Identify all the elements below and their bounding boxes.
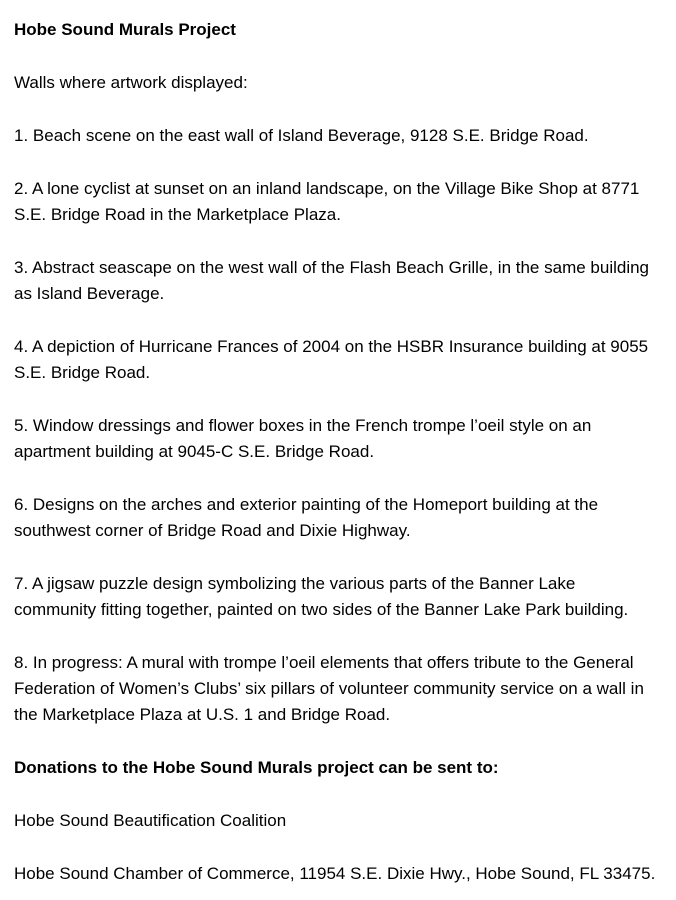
text-line: southwest corner of Bridge Road and Dixie Highway.: [14, 521, 411, 540]
recipient-chamber: [14, 861, 669, 887]
text-line: Donations to the Hobe Sound Murals project can be sent to:: [14, 758, 499, 777]
text-line: 1. Beach scene on the east wall of Island Beverage, 9128 S.E. Bridge Road.: [14, 126, 589, 145]
mural-item-3: [14, 255, 669, 307]
text-line: 5. Window dressings and flower boxes in the French trompe l’oeil style on an: [14, 416, 592, 435]
mural-item-2: [14, 176, 669, 228]
document-title: [14, 17, 669, 43]
mural-item-5: [14, 413, 669, 465]
donations-heading: [14, 755, 669, 781]
text-line: apartment building at 9045-C S.E. Bridge Road.: [14, 442, 375, 461]
text-line: S.E. Bridge Road in the Marketplace Plaza.: [14, 205, 341, 224]
text-line: Walls where artwork displayed:: [14, 73, 248, 92]
text-line: 3. Abstract seascape on the west wall of the Flash Beach Grille, in the same building: [14, 258, 650, 277]
intro-text: [14, 70, 669, 96]
mural-item-6: [14, 492, 669, 544]
text-line: Hobe Sound Beautification Coalition: [14, 811, 287, 830]
mural-item-4: [14, 334, 669, 386]
mural-item-7: [14, 571, 669, 623]
text-line: as Island Beverage.: [14, 284, 165, 303]
text-line: 7. A jigsaw puzzle design symbolizing the various parts of the Banner Lake: [14, 574, 576, 593]
text-line: S.E. Bridge Road.: [14, 363, 151, 382]
mural-item-1: [14, 123, 669, 149]
text-line: 8. In progress: A mural with trompe l’oeil elements that offers tribute to the General: [14, 653, 634, 672]
text-line: the Marketplace Plaza at U.S. 1 and Bridge Road.: [14, 705, 391, 724]
text-line: Federation of Women’s Clubs’ six pillars of volunteer community service on a wall in: [14, 679, 644, 698]
mural-item-8: [14, 650, 669, 728]
text-line: Hobe Sound Chamber of Commerce, 11954 S.E. Dixie Hwy., Hobe Sound, FL 33475.: [14, 864, 656, 883]
text-line: 6. Designs on the arches and exterior painting of the Homeport building at the: [14, 495, 599, 514]
text-line: 4. A depiction of Hurricane Frances of 2004 on the HSBR Insurance building at 9055: [14, 337, 649, 356]
recipient-coalition: [14, 808, 669, 834]
text-line: community fitting together, painted on two sides of the Banner Lake Park building.: [14, 600, 629, 619]
text-line: 2. A lone cyclist at sunset on an inland landscape, on the Village Bike Shop at 8771: [14, 179, 640, 198]
text-line: Hobe Sound Murals Project: [14, 20, 236, 39]
